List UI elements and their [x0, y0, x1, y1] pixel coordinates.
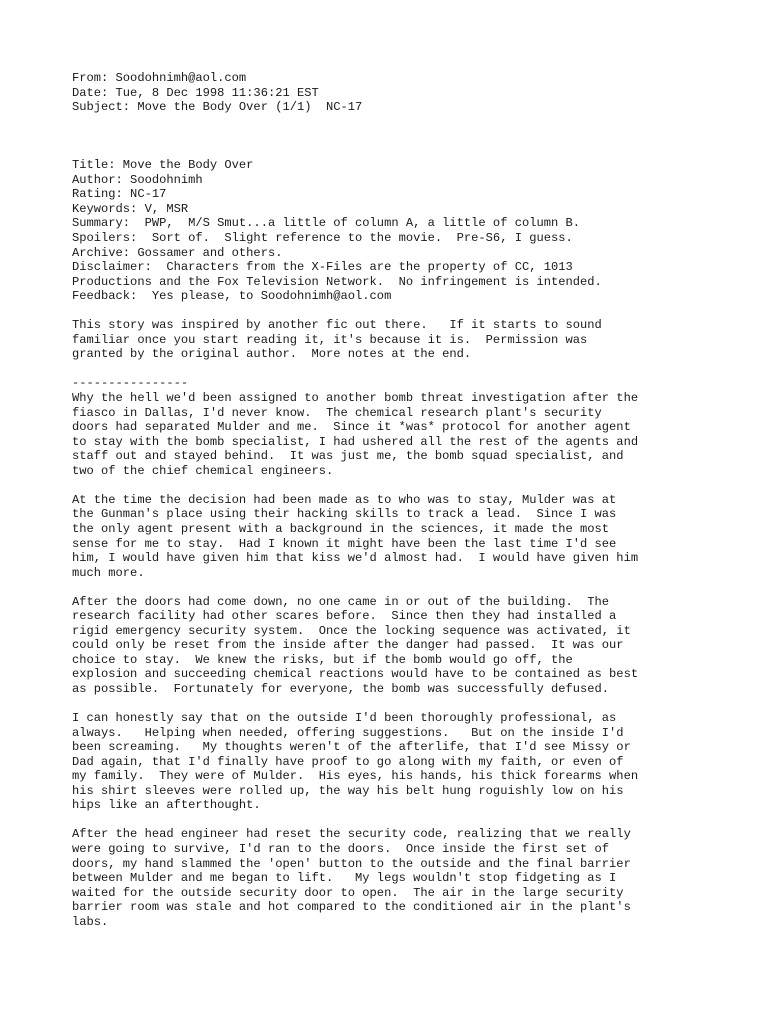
body-line: Why the hell we'd been assigned to another bomb threat investigation after the: [72, 391, 639, 406]
body-paragraph-2: [72, 493, 692, 580]
separator-line: ----------------: [72, 376, 189, 391]
body-line: always. Helping when needed, offering suggestions. But on the inside I'd: [72, 725, 624, 740]
body-line: barrier room was stale and hot compared to the conditioned air in the plant's: [72, 900, 631, 915]
story-disclaimer-line: Disclaimer: Characters from the X-Files are the property of CC, 1013: [72, 260, 573, 275]
body-line: between Mulder and me began to lift. My legs wouldn't stop fidgeting as I: [72, 871, 617, 886]
story-archive-line: Archive: Gossamer and others.: [72, 245, 283, 260]
story-disclaimer-line-cont: Productions and the Fox Television Network. No infringement is intended.: [72, 274, 602, 289]
body-line: doors had separated Mulder and me. Since it *was* protocol for another agent: [72, 420, 631, 435]
intro-paragraph: [72, 318, 692, 362]
body-line: research facility had other scares before. Since then they had installed a: [72, 609, 617, 624]
body-line: the Gunman's place using their hacking skills to track a lead. Since I was: [72, 507, 617, 522]
body-line: I can honestly say that on the outside I'd been thoroughly professional, as: [72, 711, 617, 726]
body-line: fiasco in Dallas, I'd never know. The chemical research plant's security: [72, 405, 602, 420]
body-line: my family. They were of Mulder. His eyes, his hands, his thick forearms when: [72, 769, 639, 784]
body-line: could only be reset from the inside after the danger had passed. It was our: [72, 638, 624, 653]
body-paragraph-5: [72, 827, 692, 929]
story-summary-line: Summary: PWP, M/S Smut...a little of column A, a little of column B.: [72, 216, 581, 231]
email-subject-line: Subject: Move the Body Over (1/1) NC-17: [72, 100, 363, 115]
body-line: rigid emergency security system. Once the locking sequence was activated, it: [72, 623, 631, 638]
body-line: waited for the outside security door to open. The air in the large security: [72, 885, 624, 900]
body-line: Dad again, that I'd finally have proof to go along with my faith, or even of: [72, 754, 624, 769]
body-line: labs.: [72, 914, 109, 929]
story-spoilers-line: Spoilers: Sort of. Slight reference to the movie. Pre-S6, I guess.: [72, 231, 573, 246]
body-paragraph-4: [72, 711, 692, 813]
intro-line: This story was inspired by another fic out there. If it starts to sound: [72, 318, 602, 333]
body-line: his shirt sleeves were rolled up, the way his belt hung roguishly low on his: [72, 783, 624, 798]
body-line: hips like an afterthought.: [72, 798, 261, 813]
body-line: him, I would have given him that kiss we'd almost had. I would have given him: [72, 551, 639, 566]
intro-line: familiar once you start reading it, it's because it is. Permission was: [72, 332, 588, 347]
body-line: choice to stay. We knew the risks, but if the bomb would go off, the: [72, 652, 573, 667]
body-paragraph-1: [72, 376, 692, 478]
body-line: were going to survive, I'd ran to the doors. Once inside the first set of: [72, 841, 610, 856]
story-feedback-line: Feedback: Yes please, to Soodohnimh@aol.com: [72, 289, 392, 304]
email-header: [72, 71, 692, 115]
story-title-line: Title: Move the Body Over: [72, 158, 254, 173]
body-line: been screaming. My thoughts weren't of the afterlife, that I'd see Missy or: [72, 740, 631, 755]
story-keywords-line: Keywords: V, MSR: [72, 201, 189, 216]
body-line: At the time the decision had been made as to who was to stay, Mulder was at: [72, 492, 617, 507]
email-date-line: Date: Tue, 8 Dec 1998 11:36:21 EST: [72, 85, 319, 100]
story-header: [72, 158, 692, 303]
body-line: doors, my hand slammed the 'open' button to the outside and the final barrier: [72, 856, 631, 871]
email-from-line: From: Soodohnimh@aol.com: [72, 71, 247, 85]
body-line: After the doors had come down, no one came in or out of the building. The: [72, 594, 610, 609]
body-line: staff out and stayed behind. It was just me, the bomb squad specialist, and: [72, 449, 624, 464]
body-line: After the head engineer had reset the security code, realizing that we really: [72, 827, 631, 842]
document-page: [72, 71, 692, 929]
body-line: to stay with the bomb specialist, I had ushered all the rest of the agents and: [72, 434, 639, 449]
body-line: explosion and succeeding chemical reactions would have to be contained as best: [72, 667, 639, 682]
body-line: the only agent present with a background in the sciences, it made the most: [72, 521, 610, 536]
body-line: two of the chief chemical engineers.: [72, 463, 334, 478]
intro-line: granted by the original author. More notes at the end.: [72, 347, 472, 362]
story-author-line: Author: Soodohnimh: [72, 172, 203, 187]
body-paragraph-3: [72, 595, 692, 697]
body-line: sense for me to stay. Had I known it might have been the last time I'd see: [72, 536, 617, 551]
body-line: as possible. Fortunately for everyone, the bomb was successfully defused.: [72, 681, 610, 696]
body-line: much more.: [72, 565, 145, 580]
story-rating-line: Rating: NC-17: [72, 187, 167, 202]
